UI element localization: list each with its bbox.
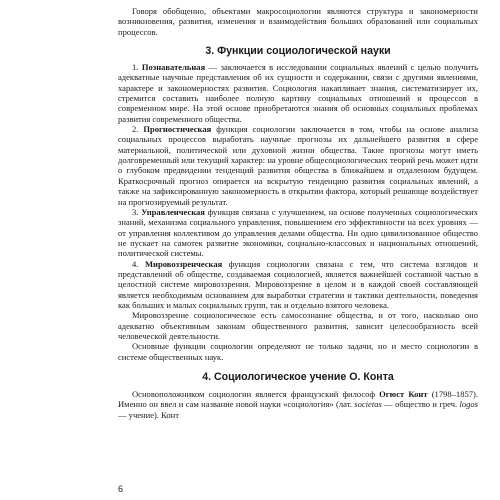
paragraph-text: функция социологии связана с тем, что система взглядов и представлений об обществе, создаваемая социологией, является важнейшей составной частью в целостной системе мировоззрения. Мировоззрение в целом и в каждой своей составляющей является необходимым основанием для выработки стратегии и тактики деятельности, поведения как больших и малых социальных групп, так и отдельно взятого человека.: [118, 258, 479, 310]
function-cognitive-paragraph: [118, 62, 478, 124]
item-number: 2.: [132, 124, 144, 135]
page-body: [118, 6, 478, 420]
function-worldview-paragraph: [118, 259, 478, 311]
comte-name: Огюст Конт: [379, 389, 428, 399]
item-number: 4.: [132, 258, 145, 269]
function-managerial-paragraph: [118, 207, 478, 259]
paragraph-text: Основоположником социологии является французский философ: [132, 389, 380, 399]
term-managerial: Управленческая: [141, 206, 205, 217]
paragraph-text: функция социологии заключается в том, чтобы на основе анализа социальных процессов выработать научные прогнозы их дальнейшего развития в сфере материальной, политической или духовной жизни общества. Такие прогнозы могут иметь долговременный или текущий характер: на уровне общесоциологических теорий речь может идти о глубоком предвидении тенденций развития общества в ближайшем и отдаленном будущем. Краткосрочный прогноз опирается на вскрытую тенденцию развития социальных явлений, а также на зафиксированную закономерность в открытии фактора, который решающе воздействует на прогнозируемый результат.: [118, 124, 479, 207]
paragraph-text: (1798–1857). Именно он ввел и сам название новой науки «социология» (лат.: [118, 389, 478, 410]
page-number: 6: [118, 484, 124, 494]
greek-term: logos: [459, 399, 479, 410]
item-number: 3.: [132, 206, 142, 217]
latin-term: societas: [354, 399, 382, 410]
worldview-self-awareness-paragraph: Мировоззрение социологическое есть самосознание общества, и от того, насколько оно адекватно объективным законам общественного развития, зависит целесообразность всей человеческой деятельности.: [118, 310, 478, 341]
paragraph-text: — учение). Конт: [118, 409, 179, 420]
function-prognostic-paragraph: [118, 124, 478, 207]
term-worldview: Мировоззренческая: [144, 258, 223, 269]
paragraph-text: — заключается в исследовании социальных явлений с целью получить адекватные научные представления об их сущности и содержании, связи с другими явлениями, характере и закономерностях развития. Социология накапливает знания, систематизирует их, стремится составить наиболее полную картину социальных отношений и процессов в современном мире. На этой основе приобретаются знания об основных социальных проблемах развития современного общества.: [118, 62, 478, 124]
comte-paragraph: [118, 389, 478, 420]
paragraph-text: — общество и греч.: [381, 399, 460, 410]
term-cognitive: Познавательная: [141, 62, 206, 73]
section-4-heading: 4. Социологическое учение О. Конта: [202, 371, 394, 383]
intro-paragraph: Говоря обобщенно, объектами макросоциологии являются структура и закономерности возникновения, развития, изменения и взаимодействия больших образований или социальных процессов.: [118, 6, 478, 37]
functions-summary-paragraph: Основные функции социологии определяют не только задачи, но и место социологии в системе общественных наук.: [118, 341, 478, 362]
paragraph-text: функция связана с улучшением, на основе полученных социологических знаний, механизма социального управления, повышением его эффективности на всех уровнях — от управления коллективом до управления делами общества. Ни одно цивилизованное общество не пускает на самотек развитие экономики, социально-классовых и национальных отношений, политической системы.: [118, 206, 479, 259]
section-3-heading: 3. Функции социологической науки: [205, 45, 391, 58]
term-prognostic: Прогностическая: [143, 124, 212, 135]
item-number: 1.: [132, 62, 142, 73]
